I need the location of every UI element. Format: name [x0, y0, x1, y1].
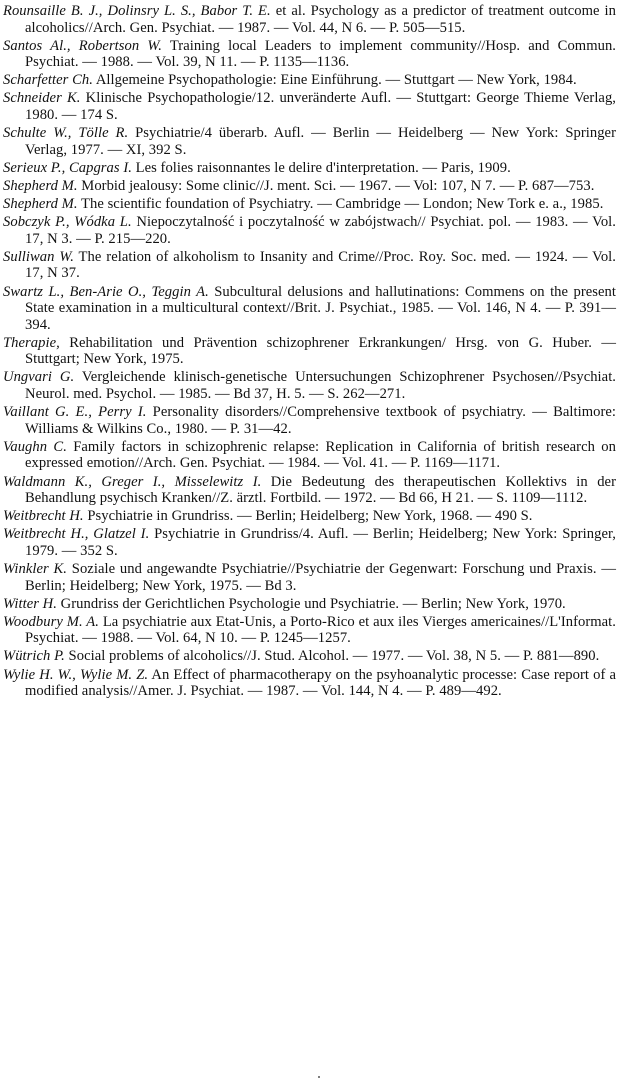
reference-details: Personality disorders//Comprehensive textbook of psychiatry. — Baltimore: Williams & Wilkins Co., 1980. — P. 31—42.: [25, 404, 616, 437]
reference-entry: [3, 38, 616, 71]
reference-authors: Therapie,: [3, 334, 60, 351]
reference-details: Psychiatrie in Grundriss/4. Aufl. — Berlin; Heidelberg; New York: Springer, 1979. — 352 S.: [25, 526, 616, 559]
reference-authors: Santos Al., Robertson W.: [3, 37, 162, 54]
reference-details: Morbid jealousy: Some clinic//J. ment. Sci. — 1967. — Vol: 107, N 7. — P. 687—753.: [77, 177, 595, 194]
reference-entry: [3, 561, 616, 594]
reference-entry: [3, 125, 616, 158]
reference-authors: Swartz L., Ben-Arie O., Teggin A.: [3, 283, 209, 300]
reference-details: Niepoczytalność i poczytalność w zabójstwach// Psychiat. pol. — 1983. — Vol. 17, N 3. — P. 215—220.: [25, 214, 616, 247]
reference-details: et al. Psychology as a predictor of treatment outcome in alcoholics//Arch. Gen. Psychiat. — 1987. — Vol. 44, N 6. — P. 505—515.: [25, 3, 616, 36]
reference-details: La psychiatrie aux Etat-Unis, a Porto-Rico et aux iles Vierges americaines//L'Informat. Psychiat. — 1988. — Vol. 64, N 10. — P. 1245—1257.: [25, 613, 616, 647]
reference-entry: [3, 667, 616, 700]
reference-entry: [3, 474, 616, 507]
reference-authors: Rounsaille B. J., Dolinsry L. S., Babor T. E.: [3, 3, 271, 19]
reference-authors: Serieux P., Capgras I.: [3, 159, 132, 176]
reference-details: Vergleichende klinisch-genetische Untersuchungen Schizophrener Psychosen//Psychiat. Neurol. med. Psychol. — 1985. — Bd 37, H. 5. — S. 262—271.: [25, 369, 616, 403]
reference-entry: [3, 72, 616, 89]
reference-authors: Vaillant G. E., Perry I.: [3, 404, 147, 421]
reference-entry: [3, 3, 616, 36]
reference-authors: Wylie H. W., Wylie M. Z.: [3, 666, 149, 683]
reference-authors: Wütrich P.: [3, 648, 65, 665]
reference-entry: [3, 648, 616, 665]
reference-entry: [3, 404, 616, 437]
reference-details: The scientific foundation of Psychiatry. — Cambridge — London; New Tork e. a., 1985.: [77, 196, 604, 213]
reference-authors: Weitbrecht H.: [3, 508, 84, 525]
reference-details: Psychiatrie in Grundriss. — Berlin; Heidelberg; New York, 1968. — 490 S.: [83, 508, 533, 525]
reference-details: An Effect of pharmacotherapy on the psyhoanalytic processe: Case report of a modified analysis//Amer. J. Psychiat. — 1987. — Vol. 144, N 4. — P. 489—492.: [25, 666, 616, 700]
reference-entry: [3, 614, 616, 647]
reference-authors: Ungvari G.: [3, 369, 75, 386]
reference-entry: [3, 596, 616, 613]
reference-authors: Schulte W., Tölle R.: [3, 125, 129, 142]
reference-authors: Vaughn C.: [3, 438, 67, 455]
reference-entry: [3, 90, 616, 123]
reference-details: Training local Leaders to implement community//Hosp. and Commun. Psychiat. — 1988. — Vol. 39, N 11. — P. 1135—1136.: [25, 37, 616, 71]
reference-entry: [3, 439, 616, 472]
reference-details: Grundriss der Gerichtlichen Psychologie und Psychiatrie. — Berlin; New York, 1970.: [56, 595, 566, 612]
reference-entry: [3, 160, 616, 177]
reference-details: Soziale und angewandte Psychiatrie//Psychiatrie der Gegenwart: Forschung und Praxis. — Berlin; Heidelberg; New York, 1975. — Bd 3.: [25, 561, 616, 594]
reference-entry: [3, 178, 616, 195]
reference-details: Social problems of alcoholics//J. Stud. Alcohol. — 1977. — Vol. 38, N 5. — P. 881—890.: [64, 648, 600, 665]
reference-details: Die Bedeutung des therapeutischen Kollektivs in der Behandlung psychisch Kranken//Z. ärztl. Fortbild. — 1972. — Bd 66, H 21. — S. 1109—1112.: [25, 473, 616, 507]
reference-entry: [3, 196, 616, 213]
reference-details: Allgemeine Psychopathologie: Eine Einführung. — Stuttgart — New York, 1984.: [92, 72, 577, 89]
reference-details: Family factors in schizophrenic relapse: Replication in California of british research on expressed emotion//Arch. Gen. Psychiat. — 1984. — Vol. 41. — P. 1169—1171.: [25, 438, 616, 472]
reference-details: Psychiatrie/4 überarb. Aufl. — Berlin — Heidelberg — New York: Springer Verlag, 1977. — XI, 392 S.: [25, 125, 616, 158]
reference-authors: Witter H.: [3, 595, 57, 612]
reference-details: Les folies raisonnantes le delire d'interpretation. — Paris, 1909.: [131, 159, 511, 176]
reference-authors: Sulliwan W.: [3, 248, 74, 265]
reference-details: The relation of alkoholism to Insanity and Crime//Proc. Roy. Soc. med. — 1924. — Vol. 17, N 37.: [25, 248, 616, 282]
reference-details: Klinische Psychopathologie/12. unveränderte Aufl. — Stuttgart: George Thieme Verlag, 1980. — 174 S.: [25, 90, 616, 124]
reference-authors: Shepherd M.: [3, 196, 78, 213]
reference-authors: Schneider K.: [3, 90, 81, 107]
reference-details: Subcultural delusions and hallutinations: Commens on the present State examination in a multicultural context//Brit. J. Psychiat., 1985. — Vol. 146, N 4. — P. 391—394.: [25, 283, 616, 333]
reference-authors: Shepherd M.: [3, 177, 78, 194]
reference-entry: [3, 214, 616, 247]
reference-entry: [3, 249, 616, 282]
reference-entry: [3, 369, 616, 402]
reference-entry: [3, 284, 616, 334]
reference-list: [3, 3, 616, 701]
reference-authors: Winkler K.: [3, 561, 68, 577]
reference-entry: [3, 508, 616, 525]
reference-authors: Sobczyk P., Wódka L.: [3, 214, 132, 231]
reference-details: Rehabilitation und Prävention schizophrener Erkrankungen/ Hrsg. von G. Huber. — Stuttgart; New York, 1975.: [25, 334, 616, 368]
reference-entry: [3, 526, 616, 559]
reference-authors: Weitbrecht H., Glatzel I.: [3, 526, 150, 543]
reference-authors: Waldmann K., Greger I., Misselewitz I.: [3, 473, 262, 490]
reference-authors: Woodbury M. A.: [3, 613, 99, 630]
print-speck: [318, 1076, 320, 1078]
reference-authors: Scharfetter Ch.: [3, 72, 93, 89]
reference-entry: [3, 335, 616, 368]
